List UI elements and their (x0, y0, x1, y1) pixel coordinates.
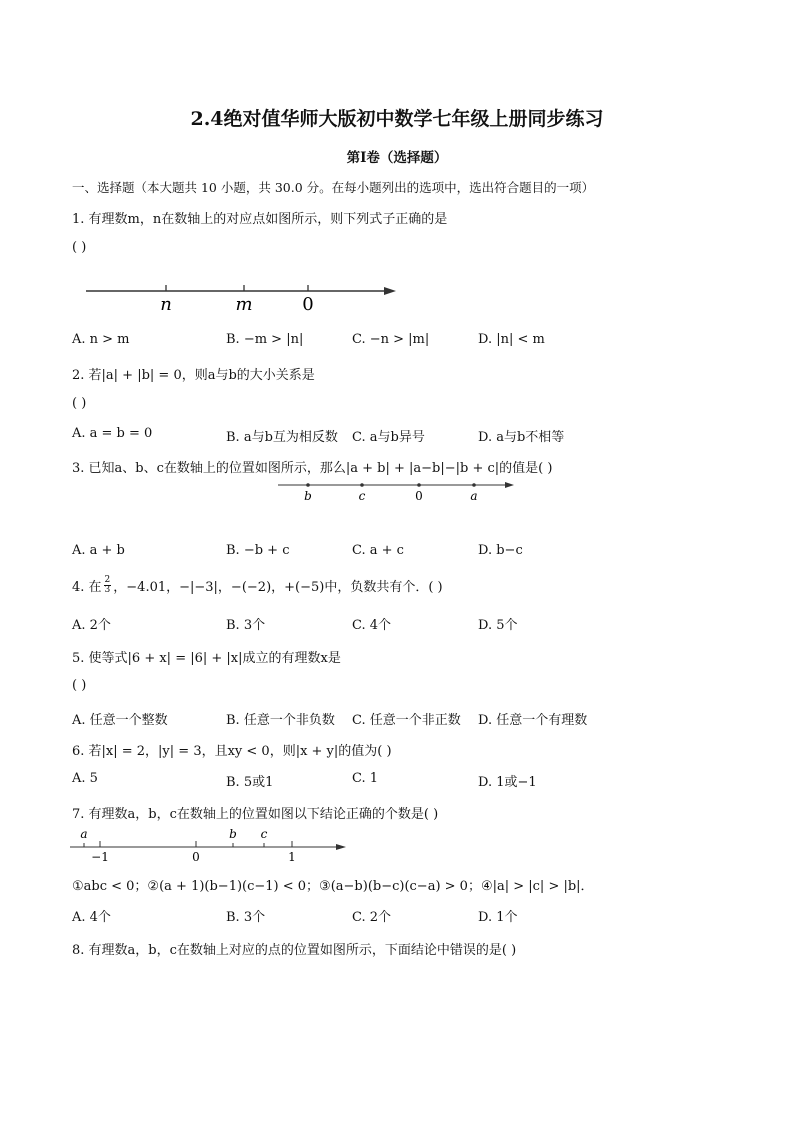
q3-label-b: b (304, 489, 312, 503)
q3-label-a: a (470, 489, 478, 503)
q6-stem: 6. 若|x| = 2，|y| = 3，且xy < 0，则|x + y|的值为( ) (72, 744, 392, 759)
q4-option-b: B. 3个 (226, 618, 266, 633)
q1-option-d: D. |n| < m (478, 332, 545, 347)
q6-option-b: B. 5或1 (226, 775, 274, 790)
q1-label-zero: 0 (302, 294, 314, 315)
q1-paren: ( ) (72, 240, 87, 255)
page-subtitle: 第I卷（选择题） (346, 150, 448, 166)
q3-stem: 3. 已知a、b、c在数轴上的位置如图所示，那么|a + b| + |a−b|−|b + c|的值是( ) (72, 461, 553, 476)
q4-fraction-denominator: 3 (104, 585, 111, 595)
q2-option-b: B. a与b互为相反数 (226, 430, 338, 445)
q7-option-c: C. 2个 (352, 910, 392, 925)
q4-fraction (104, 576, 112, 595)
q7-label-a: a (80, 827, 88, 841)
q1-option-b: B. −m > |n| (226, 332, 304, 347)
q7-tick-1: 1 (288, 850, 296, 864)
q6-option-d: D. 1或−1 (478, 775, 537, 790)
q3-label-zero: 0 (415, 489, 423, 503)
q1-number-line (80, 276, 410, 316)
q7-label-b: b (229, 827, 237, 841)
q7-option-a: A. 4个 (72, 910, 111, 925)
q2-paren: ( ) (72, 396, 87, 411)
q3-option-a: A. a + b (72, 543, 125, 558)
q7-number-line (68, 826, 358, 866)
q4-option-c: C. 4个 (352, 618, 392, 633)
page-title: 2.4绝对值华师大版初中数学七年级上册同步练习 (190, 108, 604, 130)
q7-tick-neg1: −1 (91, 850, 109, 864)
q7-option-d: D. 1个 (478, 910, 518, 925)
q5-option-c: C. 任意一个非正数 (352, 713, 461, 728)
q1-stem: 1. 有理数m，n在数轴上的对应点如图所示，则下列式子正确的是 (72, 212, 448, 227)
q1-label-m: m (235, 294, 253, 315)
q5-option-a: A. 任意一个整数 (72, 713, 168, 728)
q1-option-c: C. −n > |m| (352, 332, 430, 347)
q4-stem-prefix: 4. 在 (72, 580, 102, 595)
q1-label-n: n (160, 294, 172, 315)
q4-option-a: A. 2个 (72, 618, 111, 633)
q3-option-d: D. b−c (478, 543, 523, 558)
q3-label-c: c (358, 489, 366, 503)
q2-option-c: C. a与b异号 (352, 430, 425, 445)
q6-option-a: A. 5 (72, 771, 98, 786)
q5-option-b: B. 任意一个非负数 (226, 713, 335, 728)
q7-stem: 7. 有理数a，b，c在数轴上的位置如图以下结论正确的个数是( ) (72, 807, 439, 822)
q7-option-b: B. 3个 (226, 910, 266, 925)
q4-stem-suffix: ，−4.01，−|−3|，−(−2)，+(−5)中，负数共有个．( ) (113, 580, 443, 595)
q8-stem: 8. 有理数a，b，c在数轴上对应的点的位置如图所示，下面结论中错误的是( ) (72, 943, 517, 958)
q5-option-d: D. 任意一个有理数 (478, 713, 588, 728)
q2-option-d: D. a与b不相等 (478, 430, 565, 445)
q3-option-c: C. a + c (352, 543, 404, 558)
q2-option-a: A. a = b = 0 (72, 426, 153, 441)
q7-statements: ①abc < 0；②(a + 1)(b−1)(c−1) < 0；③(a−b)(b−c)(c−a) > 0；④|a| > |c| > |b|． (72, 879, 594, 894)
q6-option-c: C. 1 (352, 771, 379, 786)
q2-stem: 2. 若|a| + |b| = 0，则a与b的大小关系是 (72, 368, 315, 383)
q5-stem: 5. 使等式|6 + x| = |6| + |x|成立的有理数x是 (72, 651, 341, 666)
q3-number-line (274, 476, 524, 510)
q3-option-b: B. −b + c (226, 543, 290, 558)
q7-label-c: c (260, 827, 268, 841)
q4-fraction-numerator: 2 (104, 575, 111, 585)
q7-tick-0: 0 (192, 850, 200, 864)
q1-option-a: A. n > m (72, 332, 130, 347)
q4-option-d: D. 5个 (478, 618, 518, 633)
q5-paren: ( ) (72, 678, 87, 693)
q4-stem (72, 576, 443, 595)
section-heading: 一、选择题（本大题共 10 小题，共 30.0 分。在每小题列出的选项中，选出符合题目的一项） (72, 180, 595, 195)
